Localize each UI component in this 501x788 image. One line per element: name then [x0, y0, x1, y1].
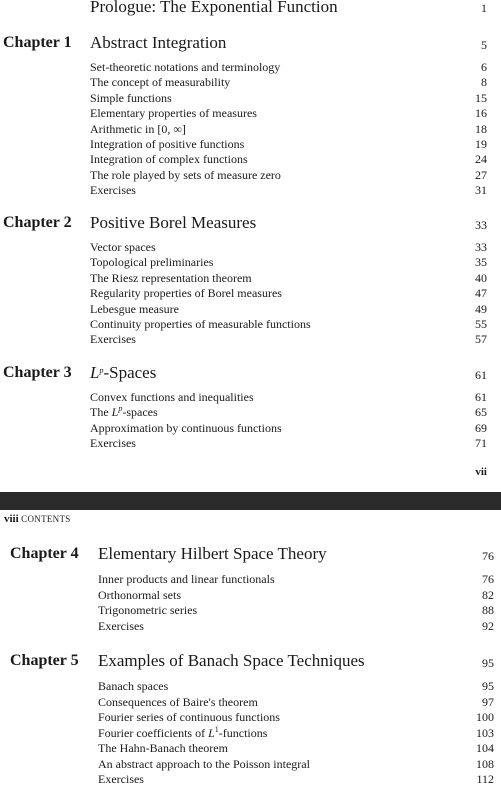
entry-title: Integration of positive functions — [90, 136, 245, 151]
chapter-2-heading[interactable] — [0, 213, 487, 237]
entry-title: The Riesz representation theorem — [90, 270, 252, 285]
chapter-page-number: 33 — [475, 218, 487, 232]
entry-title: Inner products and linear functionals — [98, 572, 275, 586]
entry-title: Exercises — [98, 772, 144, 786]
entry-page-number: 33 — [475, 240, 487, 254]
entry-title: Arithmetic in [0, ∞] — [90, 121, 186, 136]
entry-page-number: 92 — [482, 618, 494, 633]
toc-entry[interactable] — [0, 302, 487, 317]
entry-title: Continuity properties of measurable functions — [90, 316, 311, 331]
entry-title: Regularity properties of Borel measures — [90, 286, 282, 301]
entry-title: Exercises — [98, 618, 144, 633]
chapter-3-heading[interactable] — [0, 363, 487, 387]
entry-title: Simple functions — [90, 90, 172, 105]
chapter-1-section — [0, 33, 487, 199]
page-divider — [0, 492, 501, 510]
toc-entry[interactable] — [0, 75, 487, 90]
entry-title: The concept of measurability — [90, 75, 231, 90]
entry-page-number: 61 — [475, 390, 487, 404]
chapter-title: $L^p$-Spaces — [90, 363, 157, 382]
toc-entry[interactable] — [0, 137, 487, 152]
toc-entry[interactable] — [0, 286, 487, 301]
entry-title: Orthonormal sets — [98, 587, 181, 602]
toc-entry[interactable] — [0, 60, 487, 75]
entry-page-number: 88 — [482, 603, 494, 617]
toc-entry[interactable] — [0, 271, 487, 286]
entry-page-number: 65 — [475, 405, 487, 420]
toc-entry[interactable] — [0, 168, 487, 183]
entry-page-number: 95 — [482, 679, 494, 693]
toc-entry[interactable] — [0, 405, 487, 420]
contents-page-viii — [0, 510, 501, 787]
entry-title: Exercises — [90, 332, 136, 347]
entry-page-number: 8 — [481, 75, 487, 90]
entry-page-number: 15 — [475, 90, 487, 105]
entry-page-number: 6 — [481, 60, 487, 74]
chapter-page-number: 76 — [482, 549, 494, 563]
running-head-title: CONTENTS — [21, 514, 71, 524]
entry-page-number: 104 — [476, 741, 494, 755]
toc-entry[interactable] — [0, 679, 494, 695]
entry-page-number: 103 — [476, 725, 494, 740]
toc-entry[interactable] — [0, 695, 494, 711]
entry-title: Elementary properties of measures — [90, 106, 257, 121]
prologue-row[interactable] — [90, 0, 487, 19]
entry-title: Banach spaces — [98, 679, 169, 693]
entry-page-number: 57 — [475, 332, 487, 347]
chapter-title: Positive Borel Measures — [90, 213, 257, 232]
toc-entry[interactable] — [0, 152, 487, 167]
chapter-4-heading[interactable] — [0, 544, 494, 568]
entry-title: Set-theoretic notations and terminology — [90, 60, 281, 74]
toc-entry[interactable] — [0, 710, 494, 726]
toc-entry[interactable] — [0, 741, 494, 757]
entry-title: Vector spaces — [90, 240, 156, 254]
prologue-title: Prologue: The Exponential Function — [90, 0, 338, 16]
entry-title: Trigonometric series — [98, 603, 198, 617]
toc-entry[interactable] — [0, 183, 487, 198]
chapter-3-section — [0, 363, 487, 452]
entry-page-number: 100 — [476, 710, 494, 724]
chapter-page-number: 5 — [481, 38, 487, 52]
entry-title: Exercises — [90, 183, 136, 198]
toc-entry[interactable] — [0, 91, 487, 106]
chapter-page-number: 61 — [475, 368, 487, 382]
toc-entry[interactable] — [0, 436, 487, 451]
entry-page-number: 55 — [475, 316, 487, 331]
toc-entry[interactable] — [0, 757, 494, 773]
entry-title: Fourier series of continuous functions — [98, 710, 280, 724]
running-head — [4, 513, 71, 525]
chapter-page-number: 95 — [482, 656, 494, 670]
toc-entry[interactable] — [0, 421, 487, 436]
toc-entry[interactable] — [0, 726, 494, 742]
chapter-title: Abstract Integration — [90, 33, 227, 52]
entry-title: Integration of complex functions — [90, 152, 248, 167]
entry-page-number: 108 — [476, 756, 494, 771]
toc-entry[interactable] — [0, 332, 487, 347]
chapter-title: Elementary Hilbert Space Theory — [98, 544, 327, 563]
entry-title: The Hahn-Banach theorem — [98, 741, 228, 755]
entry-page-number: 76 — [482, 572, 494, 586]
toc-entry[interactable] — [0, 255, 487, 270]
toc-entry[interactable] — [0, 619, 494, 635]
entry-title: Topological preliminaries — [90, 255, 214, 270]
chapter-5-section — [0, 651, 494, 788]
entry-title: Convex functions and inequalities — [90, 390, 254, 404]
entry-page-number: 18 — [475, 121, 487, 136]
prologue-page-number: 1 — [481, 1, 487, 15]
entry-page-number: 49 — [475, 301, 487, 316]
entry-title: Lebesgue measure — [90, 301, 179, 316]
entry-page-number: 24 — [475, 152, 487, 167]
entry-page-number: 27 — [475, 167, 487, 182]
entry-page-number: 97 — [482, 694, 494, 709]
entry-page-number: 71 — [475, 436, 487, 451]
entry-page-number: 112 — [476, 772, 494, 786]
entry-page-number: 47 — [475, 286, 487, 301]
entry-page-number: 16 — [475, 106, 487, 121]
entry-page-number: 35 — [475, 255, 487, 270]
toc-entry[interactable] — [0, 317, 487, 332]
entry-page-number: 31 — [475, 183, 487, 198]
toc-entry[interactable] — [0, 588, 494, 604]
entry-title: Exercises — [90, 436, 136, 451]
toc-entry[interactable] — [0, 572, 494, 588]
chapter-5-heading[interactable] — [0, 651, 494, 675]
page-folio: vii — [475, 466, 487, 478]
toc-entry[interactable] — [0, 240, 487, 255]
entry-title: Consequences of Baire's theorem — [98, 694, 258, 709]
chapter-label: Chapter 1 — [3, 34, 72, 51]
entry-title: The $L^p$-spaces — [90, 404, 158, 420]
toc-entry[interactable] — [0, 122, 487, 137]
entry-title: An abstract approach to the Poisson integral — [98, 756, 310, 771]
entry-page-number: 69 — [475, 420, 487, 435]
chapter-title: Examples of Banach Space Techniques — [98, 651, 365, 670]
entry-title: The role played by sets of measure zero — [90, 167, 281, 182]
chapter-2-section — [0, 213, 487, 348]
toc-entry[interactable] — [0, 772, 494, 788]
entry-page-number: 19 — [475, 136, 487, 151]
entry-title: Fourier coefficients of $L^1$-functions — [98, 724, 268, 740]
page-folio: viii — [4, 513, 19, 525]
entry-page-number: 82 — [482, 587, 494, 602]
chapter-label: Chapter 3 — [3, 364, 72, 381]
toc-entry[interactable] — [0, 106, 487, 121]
chapter-label: Chapter 5 — [10, 652, 79, 669]
toc-entry[interactable] — [0, 390, 487, 405]
chapter-4-section — [0, 544, 494, 634]
chapter-label: Chapter 4 — [10, 545, 79, 562]
toc-entry[interactable] — [0, 603, 494, 619]
entry-page-number: 40 — [475, 270, 487, 285]
chapter-1-heading[interactable] — [0, 33, 487, 57]
chapter-label: Chapter 2 — [3, 214, 72, 231]
entry-title: Approximation by continuous functions — [90, 420, 282, 435]
